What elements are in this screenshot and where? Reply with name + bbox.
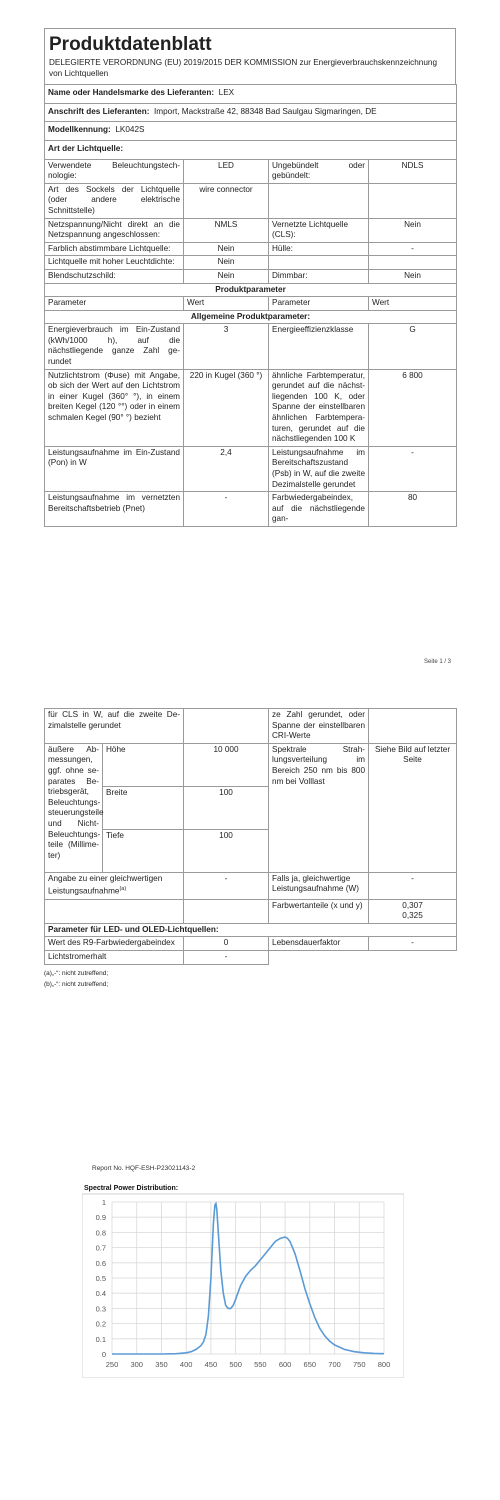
table-row [45,218,457,242]
x-tick-label: 300 [130,1360,143,1369]
value-cell: Nein [184,242,269,256]
model-value: LK042S [115,125,145,135]
value-cell: NDLS [369,159,457,183]
param-cell: ähnliche Farbtemperatur, gerundet auf die nächstliegenden 100 K, oder Spanne der einstellbaren ähnlichen Farbtemperaturen, gerundet auf die nächstliegenden 100 K [269,369,369,446]
column-header: Parameter [45,297,184,311]
spectral-chart [82,1182,404,1378]
chart-svg [82,1182,404,1378]
param-cell: Leistungsaufnahme im Bereitschaftszustand (Psb) in W, auf die zweite Dezimalstelle gerundet [269,446,369,491]
table-row [45,269,457,283]
param-cell: Ungebündelt oder gebündelt: [269,159,369,183]
param-cell: Farblich abstimmbare Lichtquelle: [45,242,184,256]
value-cell: 0 [184,937,269,951]
value-cell: Nein [369,218,457,242]
series-line [112,1204,384,1355]
table-row [45,937,457,951]
param-cell: Vernetzte Lichtquelle (CLS): [269,218,369,242]
value-cell: Nein [184,256,269,270]
model-label: Modellkennung: [48,125,111,135]
param-cell: Verwendete Beleuchtungstechnologie: [45,159,184,183]
product-params-heading: Produktparameter [45,283,457,297]
y-tick-label: 0.7 [95,1243,106,1253]
dimensions-label: äußere Abmessungen, ggf. ohne separates Betriebsgerät, Beleuchtungssteuerungsteile und Nicht-Beleuchtungsteile (Millimeter) [45,743,103,872]
datasheet-table-1 [44,84,457,527]
value-cell: NMLS [184,218,269,242]
supplier-label: Name oder Handelsmarke des Lieferanten: [48,88,215,98]
table-row [45,256,457,270]
value-cell: LED [184,159,269,183]
dimension-name: Tiefe [103,829,184,872]
light-type-heading-row [45,140,457,159]
led-heading-row [45,923,457,937]
param-cell [269,256,369,270]
page-number: Seite 1 / 3 [424,659,452,665]
footnote-a: (a)„-“: nicht zutreffend; [44,969,109,977]
light-type-heading: Art der Lichtquelle: [45,140,457,159]
value-cell: - [184,872,269,899]
supplier-row [45,85,457,104]
table-row [45,324,457,369]
y-tick-label: 0.6 [95,1258,106,1268]
dimension-value: 100 [184,829,269,872]
y-tick-label: 0.8 [95,1228,106,1238]
param-cell: Lichtquelle mit hoher Leuchtdichte: [45,256,184,270]
value-cell [369,183,457,218]
param-cell: Art des Sockels der Lichtquelle (oder andere elektrische Schnittstelle) [45,183,184,218]
param-cell: Leistungsaufnahme im vernetzten Bereitschaftsbetrieb (Pnet) [45,492,184,527]
table-row [45,242,457,256]
footnotes [44,968,456,990]
x-tick-label: 750 [353,1360,366,1369]
param-cell: Spektrale Strahlungsverteilung im Bereich 250 nm bis 800 nm bei Volllast [269,743,369,872]
address-value: Import, Mackstraße 42, 88348 Bad Saulgau Sigmaringen, DE [154,106,377,116]
table-row [45,492,457,527]
y-tick-label: 0 [101,1350,106,1359]
param-cell: Energieeffizienzklasse [269,324,369,369]
x-tick-label: 650 [303,1360,317,1369]
value-cell: - [184,951,269,965]
value-cell: Nein [184,269,269,283]
x-tick-label: 400 [179,1360,193,1369]
value-cell [184,709,269,744]
value-cell [369,256,457,270]
x-tick-label: 500 [229,1360,242,1369]
header-block [44,28,456,84]
value-cell: Siehe Bild auf letzter Seite [369,743,457,872]
value-cell: - [369,937,457,951]
general-heading-row [45,310,457,324]
color-x-value: 0,307 [402,900,423,910]
param-cell: Energieverbrauch im Ein-Zustand (kWh/1000 h), auf die nächstliegende ganze Zahl gerundet [45,324,184,369]
general-heading: Allgemeine Produktparameter: [45,310,457,324]
param-cell: Falls ja, gleichwertige Leistungsaufnahme (W) [269,872,369,899]
value-cell [369,709,457,744]
table-row [45,899,457,923]
param-cell: Angabe zu einer gleichwertigen Leistungsaufnahme [48,873,163,897]
x-tick-label: 700 [328,1360,341,1369]
x-tick-label: 350 [155,1360,168,1369]
y-tick-label: 0.9 [95,1213,106,1223]
value-cell [184,899,269,923]
address-row [45,103,457,122]
param-cell: Leistungsaufnahme im Ein-Zustand (Pon) in W [45,446,184,491]
value-cell: G [369,324,457,369]
column-header-row [45,297,457,311]
table-row [45,159,457,183]
dimension-name: Höhe [103,743,184,786]
value-cell: 2,4 [184,446,269,491]
table-row: Angabe zu einer gleichwertigen Leistungsaufnahme$^{(a)}$ - Falls ja, gleichwertige Leistungsaufnahme (W) - [45,872,457,899]
x-tick-label: 250 [105,1360,119,1369]
table-row [45,369,457,446]
dimension-name: Breite [103,786,184,829]
value-cell: Nein [369,269,457,283]
y-tick-label: 0.4 [95,1289,106,1299]
datasheet-table-2 [44,708,457,965]
y-tick-label: 0.2 [95,1319,106,1329]
value-cell: 80 [369,492,457,527]
param-cell: Hülle: [269,242,369,256]
datasheet-page-1 [44,28,456,527]
x-tick-label: 450 [204,1360,218,1369]
column-header: Wert [369,297,457,311]
footnote-b: (b)„-“: nicht zutreffend; [44,980,109,988]
chart-frame [82,1194,404,1378]
regulation-text: DELEGIERTE VERORDNUNG (EU) 2019/2015 DER KOMMISSION zur Energieverbrauchskennzeichnung von Lichtquellen [49,58,437,78]
y-tick-label: 1 [101,1198,106,1207]
x-tick-label: 800 [377,1360,391,1369]
value-cell: - [369,446,457,491]
param-cell: ze Zahl gerundet, oder Spanne der einstellbaren CRI-Werte [269,709,369,744]
value-cell: wire connector [184,183,269,218]
value-cell [369,899,457,923]
param-cell: Farbwiedergabeindex, auf die nächstliegende gan- [269,492,369,527]
param-cell: Blendschutzschild: [45,269,184,283]
product-params-heading-row [45,283,457,297]
param-cell: Farbwertanteile (x und y) [269,899,369,923]
color-y-value: 0,325 [402,911,423,921]
dimension-value: 10 000 [184,743,269,786]
value-cell: 220 in Kugel (360 °) [184,369,269,446]
param-cell: Nutzlichtstrom (Φuse) mit Angabe, ob sich der Wert auf den Lichtstrom in einer Kugel (360° °), in einem breiten Kegel (120 °°) oder in einem schmalen Kegel (90° °) bezieht [45,369,184,446]
column-header: Wert [184,297,269,311]
address-label: Anschrift des Lieferanten: [48,106,150,116]
param-cell: Netzspannung/Nicht direkt an die Netzspannung angeschlossen: [45,218,184,242]
value-cell: - [184,492,269,527]
report-number: Report No. HQF-ESH-P23021143-2 [92,1165,196,1172]
column-header: Parameter [269,297,369,311]
param-cell [45,899,184,923]
x-tick-label: 600 [278,1360,292,1369]
y-tick-label: 0.1 [95,1334,106,1344]
value-cell: - [369,242,457,256]
datasheet-page-2 [44,708,456,990]
value-cell: 3 [184,324,269,369]
y-tick-label: 0.5 [95,1274,106,1283]
table-row [45,951,457,965]
table-row [45,743,457,786]
dimension-value: 100 [184,786,269,829]
param-cell: Lebensdauerfaktor [269,937,369,951]
table-row [45,709,457,744]
table-row [45,446,457,491]
param-cell: Dimmbar: [269,269,369,283]
param-cell: Lichtstromerhalt [45,951,184,965]
page-title: Produktdatenblatt [49,34,212,55]
chart-title: Spectral Power Distribution: [84,1185,179,1192]
led-heading: Parameter für LED- und OLED-Lichtquellen: [45,923,457,937]
y-tick-label: 0.3 [95,1304,106,1314]
model-row [45,122,457,141]
x-tick-label: 550 [254,1360,267,1369]
param-cell: Wert des R9-Farbwiedergabeindex [45,937,184,951]
supplier-value: LEX [218,88,235,98]
param-cell [269,183,369,218]
param-cell: für CLS in W, auf die zweite Dezimalstelle gerundet [45,709,184,744]
value-cell: - [369,872,457,899]
table-row [45,183,457,218]
value-cell: 6 800 [369,369,457,446]
